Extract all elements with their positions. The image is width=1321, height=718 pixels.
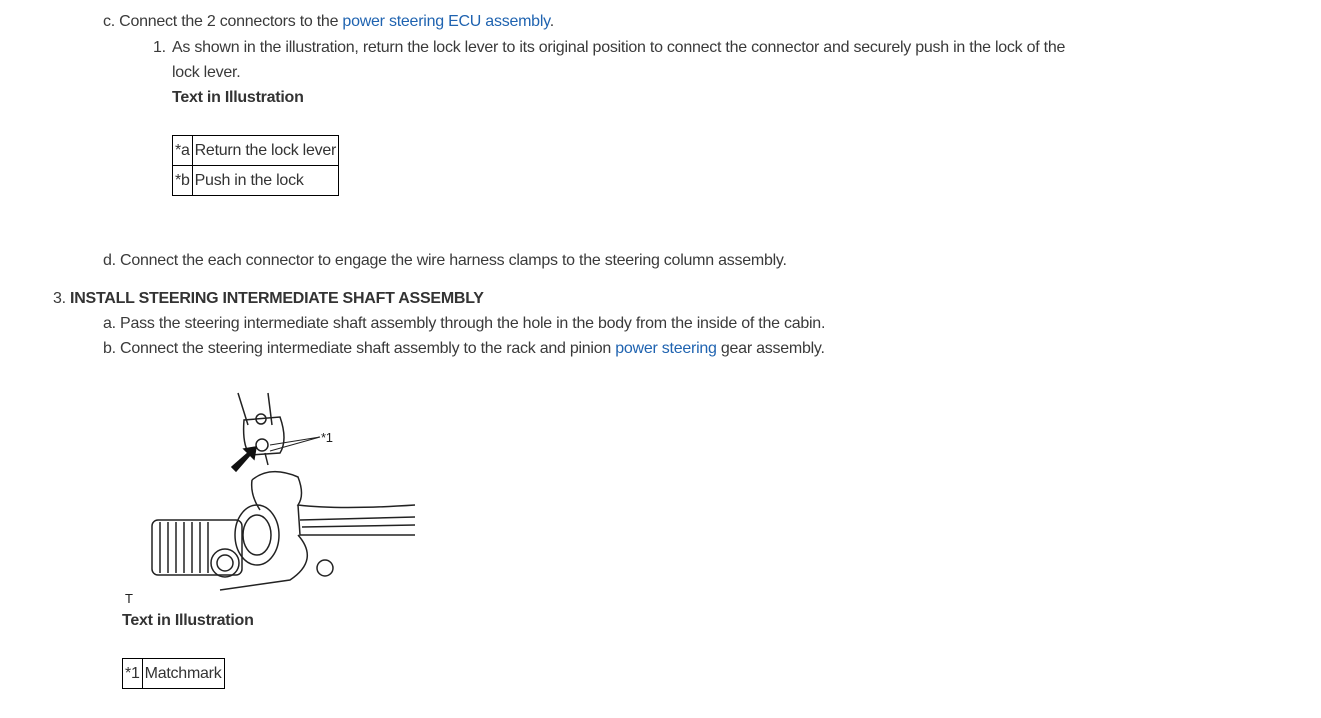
step-marker: d. [103,252,116,269]
table-row [173,136,339,166]
step-text-end: gear assembly. [716,340,825,357]
link-intermediate-shaft[interactable]: INTERMEDIATE SHAFT [222,290,395,307]
step-text-end: . [549,13,554,30]
step-c1-marker: 1. [153,39,166,56]
steering-gear-illustration [120,385,420,610]
step-text: Pass the steering intermediate shaft assembly through the hole in the body from the inside of the cabin. [120,315,826,332]
legend-value: Matchmark [142,659,224,689]
text-in-illustration-heading: Text in Illustration [172,89,304,106]
step-d [103,251,787,271]
step-marker: b. [103,340,116,357]
illustration-legend-table [172,135,339,196]
callout-label: *1 [321,430,333,445]
table-row [173,166,339,196]
step-text: Connect the steering intermediate shaft assembly to the rack and pinion [120,340,616,357]
step-3a [103,314,825,334]
legend-key: *1 [123,659,143,689]
step-marker: 3. [53,290,66,307]
step-marker: a. [103,315,116,332]
step-c1-line1: As shown in the illustration, return the lock lever to its original position to connect the connector and securely push in the lock of the [172,39,1066,56]
link-power-steering-ecu[interactable]: power steering ECU assembly [342,13,550,30]
illustration-legend-table [122,658,225,689]
legend-value: Return the lock lever [192,136,338,166]
step-marker: c. [103,13,115,30]
step-heading-text: ASSEMBLY [394,290,484,307]
step-3-heading [53,289,484,309]
legend-key: *b [173,166,193,196]
step-c1-line2: lock lever. [172,64,241,81]
table-row [123,659,225,689]
text-in-illustration-heading: Text in Illustration [122,612,254,629]
step-text: Connect the 2 connectors to the [119,13,343,30]
legend-value: Push in the lock [192,166,338,196]
step-c [103,12,554,32]
illustration-corner-label: T [125,591,133,606]
step-text: Connect the each connector to engage the wire harness clamps to the steering column assembly. [120,252,787,269]
step-heading-text: INSTALL STEERING [70,290,223,307]
step-3b [103,339,825,359]
legend-key: *a [173,136,193,166]
link-power-steering[interactable]: power steering [615,340,717,357]
